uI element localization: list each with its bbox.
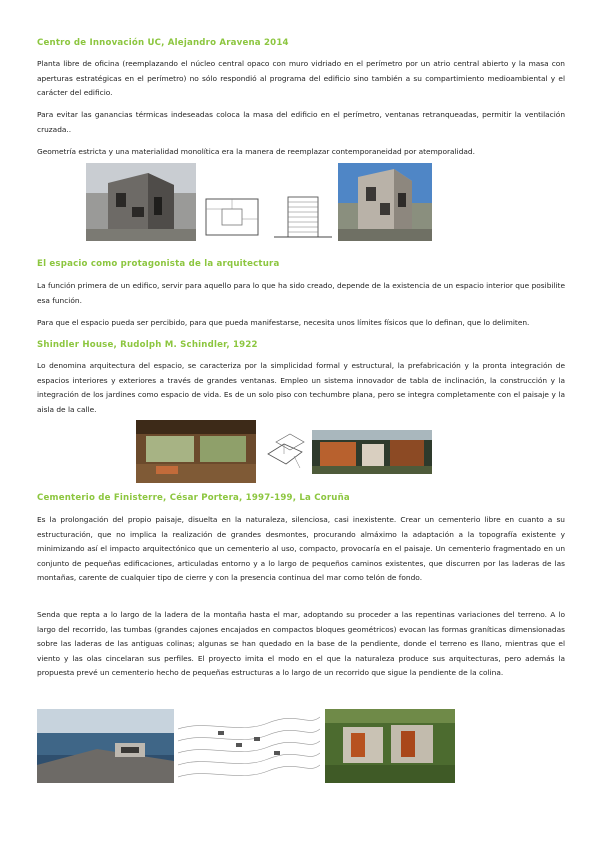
paragraph: Geometría estricta y una materialidad monolítica era la manera de reemplazar contemporaneidad por atemporalidad.	[37, 147, 475, 156]
floor-plan-drawing	[198, 193, 266, 241]
building-exterior-photo	[338, 163, 432, 241]
section-heading: Centro de Innovación UC, Alejandro Aravena 2014	[37, 38, 289, 48]
paragraph: Para evitar las ganancias térmicas indeseadas coloca la masa del edificio en el perímetro, ventanas retranqueadas, permitir la ventilación cruzada..	[37, 110, 565, 134]
interior-photo	[136, 420, 256, 483]
section-heading: El espacio como protagonista de la arquitectura	[37, 259, 280, 269]
topographic-plan-drawing	[178, 709, 320, 783]
concrete-building-photo	[86, 163, 196, 241]
section-heading: Cementerio de Finisterre, César Portera, 1997-199, La Coruña	[37, 493, 350, 503]
axonometric-drawing	[262, 424, 310, 476]
paragraph: Para que el espacio pueda ser percibido, para que pueda manifestarse, necesita unos límites físicos que lo definan, que lo delimiten.	[37, 318, 530, 327]
paragraph: Senda que repta a lo largo de la ladera de la montaña hasta el mar, adoptando su proceder a las repentinas variaciones del terreno. A lo largo del recorrido, las tumbas (grandes cajones encajados en compactos bloques geométricos) evocan las formas graníticas dimensionadas sobre las laderas de las antiguas colinas; algunas se han quedado en la base de la pendiente, donde el terreno es llano, mientras que el viento y las olas cincelaran sus perfiles. El proyecto imita el modo en el que la naturaleza produce sus arquitecturas, pero además la propuesta prevé un cementerio hecho de pequeñas estructuras a lo largo de un recorrido que sigue la pendiente de la colina.	[37, 610, 565, 678]
paragraph: Lo denomina arquitectura del espacio, se caracteriza por la simplicidad formal y estructural, la prefabricación y la pronta integración de espacios interiores y exteriores a través de grandes ventanas. Empleo un sistema innovador de tabla de inclinación, la construcción y la integración de los jardines como espacio de vida. Es de un solo piso con techumbre plana, pero se integra completamente con el paisaje y la aisla de la calle.	[37, 361, 565, 414]
paragraph: La función primera de un edifico, servir para aquello para lo que ha sido creado, depende de la existencia de un espacio interior que posibilite esa función.	[37, 281, 565, 305]
section-drawing	[270, 193, 336, 241]
exterior-photo	[312, 430, 432, 474]
tomb-blocks-photo	[325, 709, 455, 783]
section-heading: Shindler House, Rudolph M. Schindler, 1922	[37, 340, 258, 350]
paragraph: Planta libre de oficina (reemplazando el núcleo central opaco con muro vidriado en el perímetro por un atrio central abierto y la masa con aperturas estratégicas en el perímetro) no sólo respondió al programa del edificio sino también a su compartimiento medioambiental y el carácter del edificio.	[37, 59, 565, 98]
coastal-terrace-photo	[37, 709, 174, 783]
paragraph: Es la prolongación del propio paisaje, disuelta en la naturaleza, silenciosa, casi inexistente. Crear un cementerio libre en cuanto a su estructuración, que no implica la realización de grandes desmontes, procurando almáximo la adaptación a la topografía existente y minimizando así el impacto arquitectónico que un cementerio al uso, compacto, provocaría en el paisaje. Un cementerio fragmentado en un conjunto de pequeñas edificaciones, articuladas entorno y a lo largo de pequeños caminos existentes, que discurren por las laderas de las montañas, carente de cualquier tipo de cierre y con la presencia continua del mar como telón de fondo.	[37, 515, 565, 583]
